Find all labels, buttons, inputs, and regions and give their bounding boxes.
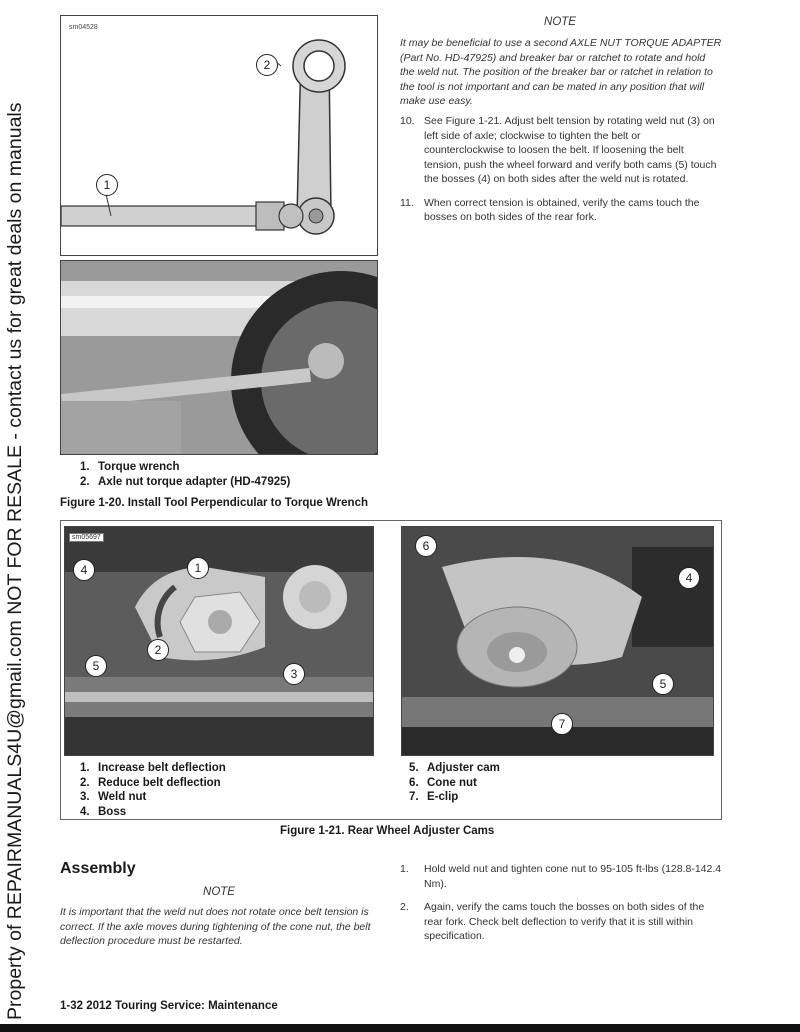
legend-item: 2. Axle nut torque adapter (HD-47925) xyxy=(80,475,291,488)
assembly-steps xyxy=(400,862,722,953)
callout-1: 1 xyxy=(187,557,209,579)
callout-4: 4 xyxy=(678,567,700,589)
figure-21-legend-left xyxy=(80,761,226,819)
weld-nut-photo xyxy=(65,527,373,755)
legend-item: 6. Cone nut xyxy=(409,776,477,789)
figure-21-ref: sm05697 xyxy=(69,533,104,542)
callout-3: 3 xyxy=(283,663,305,685)
assembly-step-2: 2. Again, verify the cams touch the bosses on both sides of the rear fork. Check belt deflection to verify that it is still within specification. xyxy=(400,901,705,942)
legend-item: 7. E-clip xyxy=(409,791,459,803)
bottom-bar xyxy=(0,1024,800,1032)
legend-item: 4. Boss xyxy=(80,805,127,818)
callout-1: 1 xyxy=(96,174,118,196)
legend-item: 2. Reduce belt deflection xyxy=(80,776,221,789)
callout-7: 7 xyxy=(551,713,573,735)
assembly-note-body: It is important that the weld nut does not rotate once belt tension is correct. If the axle moves during tightening of the cone nut, the belt deflection procedure must be restarted. xyxy=(60,906,371,947)
page-footer: 1-32 2012 Touring Service: Maintenance xyxy=(60,1000,278,1012)
note-body: It may be beneficial to use a second AXLE NUT TORQUE ADAPTER (Part No. HD-47925) and breaker bar or ratchet to rotate and hold the weld nut. The position of the breaker bar or ratchet in relation to the tool is not important and can be mated in any position that will make use easy. xyxy=(400,37,722,107)
figure-20-ref: sm04528 xyxy=(69,24,98,31)
assembly-note-title: NOTE xyxy=(203,886,235,898)
assembly-heading: Assembly xyxy=(60,860,136,877)
callout-4: 4 xyxy=(73,559,95,581)
step-10: 10. See Figure 1-21. Adjust belt tension by rotating weld nut (3) on left side of axle; clockwise to tighten the belt or counterclockwise to loosen the belt. If loosening the belt tension, push the wheel forward and verify both cams (5) touch the bosses (4) on both sides after the weld nut is rotated. xyxy=(400,115,717,185)
callout-5: 5 xyxy=(652,673,674,695)
callout-5: 5 xyxy=(85,655,107,677)
figure-20-photo xyxy=(60,260,378,455)
legend-item: 3. Weld nut xyxy=(80,791,147,803)
figure-21-right-photo xyxy=(401,526,714,756)
legend-item: 1. Increase belt deflection xyxy=(80,762,226,774)
steps-top xyxy=(400,114,722,234)
figure-21-caption: Figure 1-21. Rear Wheel Adjuster Cams xyxy=(280,825,495,837)
figure-20-legend xyxy=(80,460,290,489)
callout-2: 2 xyxy=(147,639,169,661)
torque-wrench-drawing xyxy=(61,16,377,255)
figure-21-legend-right xyxy=(409,761,500,805)
figure-20-caption: Figure 1-20. Install Tool Perpendicular to Torque Wrench xyxy=(60,497,368,509)
callout-6: 6 xyxy=(415,535,437,557)
note-title: NOTE xyxy=(544,16,576,28)
wheel-photo xyxy=(61,261,377,454)
step-11: 11. When correct tension is obtained, verify the cams touch the bosses on both sides of the rear fork. xyxy=(400,196,700,223)
figure-21-left-photo xyxy=(64,526,374,756)
callout-2: 2 xyxy=(256,54,278,76)
legend-item: 5. Adjuster cam xyxy=(409,762,500,774)
legend-item: 1. Torque wrench xyxy=(80,461,180,473)
figure-20-drawing xyxy=(60,15,378,256)
assembly-step-1: 1. Hold weld nut and tighten cone nut to 95-105 ft-lbs (128.8-142.4 Nm). xyxy=(400,863,722,890)
watermark-text: Property of REPAIRMANUALS4U@gmail.com NOT FOR RESALE - contact us for great deals on manuals xyxy=(4,102,26,1020)
